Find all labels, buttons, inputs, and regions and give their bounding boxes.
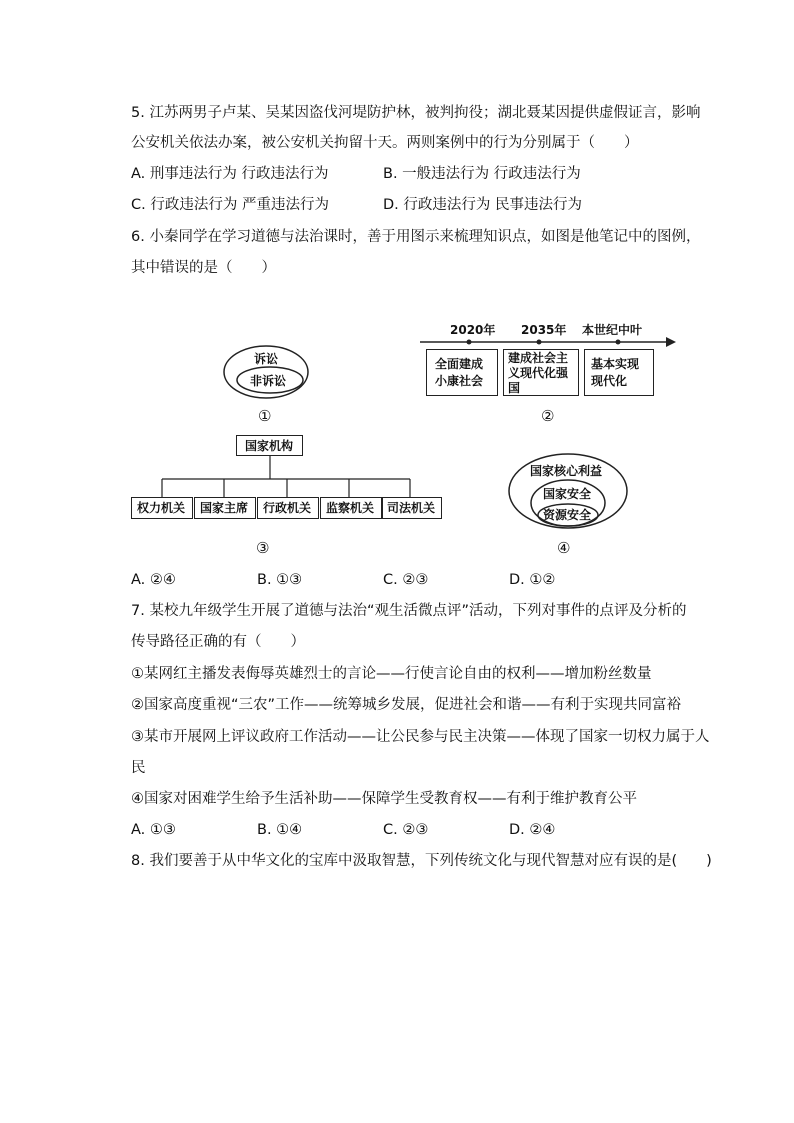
fig3-number: ③ <box>256 539 270 557</box>
q7-option-b[interactable]: B. ①④ <box>257 822 303 838</box>
q7-item-4: ④国家对困难学生给予生活补助——保障学生受教育权——有利于维护教育公平 <box>131 791 637 807</box>
fig4-inner-label: 资源安全 <box>543 508 592 522</box>
fig3-child-3-label: 行政机关 <box>263 501 312 515</box>
fig2-timeline-arrowhead <box>666 337 676 347</box>
fig2-box-3-line1: 基本实现 <box>591 357 640 371</box>
fig2-timeline-dot-3 <box>616 340 621 345</box>
fig3-child-3 <box>257 497 319 519</box>
q7-item-3-cont: 民 <box>131 760 146 776</box>
fig3-child-2 <box>194 497 256 519</box>
fig3-child-1 <box>131 497 193 519</box>
q7-option-c[interactable]: C. ②③ <box>383 822 429 838</box>
fig2-timeline-dot-1 <box>467 340 472 345</box>
fig1-outer-label: 诉讼 <box>254 352 279 366</box>
q5-stem-line1: 5. 江苏两男子卢某、吴某因盗伐河堤防护林，被判拘役；湖北聂某因提供虚假证言，影响 <box>131 105 701 121</box>
fig4-middle-label: 国家安全 <box>543 487 592 501</box>
fig2-number: ② <box>541 407 555 425</box>
q6-option-b[interactable]: B. ①③ <box>257 572 303 588</box>
fig3-child-5-label: 司法机关 <box>387 501 436 515</box>
q7-option-a[interactable]: A. ①③ <box>131 822 176 838</box>
q7-option-d[interactable]: D. ②④ <box>509 822 556 838</box>
fig2-year-2035: 2035年 <box>521 323 567 337</box>
fig2-box-2 <box>503 349 579 396</box>
fig3-child-1-label: 权力机关 <box>137 501 186 515</box>
q6-option-a[interactable]: A. ②④ <box>131 572 176 588</box>
fig3-child-4 <box>320 497 382 519</box>
q5-option-c[interactable]: C. 行政违法行为 严重违法行为 <box>131 197 329 213</box>
q7-item-3: ③某市开展网上评议政府工作活动——让公民参与民主决策——体现了国家一切权力属于人 <box>131 729 710 745</box>
q6-stem-line1: 6. 小秦同学在学习道德与法治课时，善于用图示来梳理知识点，如图是他笔记中的图例， <box>131 229 701 245</box>
fig3-child-5 <box>382 497 442 519</box>
fig1-number: ① <box>258 407 272 425</box>
q6-stem-line2: 其中错误的是（ ） <box>131 260 276 276</box>
q6-option-d[interactable]: D. ①② <box>509 572 556 588</box>
q5-option-d[interactable]: D. 行政违法行为 民事违法行为 <box>383 197 582 213</box>
q5-stem-line2: 公安机关依法办案，被公安机关拘留十天。两则案例中的行为分别属于（ ） <box>131 135 639 151</box>
fig4-number: ④ <box>557 539 571 557</box>
q7-stem-line1: 7. 某校九年级学生开展了道德与法治“观生活微点评”活动，下列对事件的点评及分析的 <box>131 603 687 619</box>
fig2-year-2020: 2020年 <box>450 323 496 337</box>
fig2-box-1-line2: 小康社会 <box>435 374 484 388</box>
fig4-outer-label: 国家核心利益 <box>530 464 603 478</box>
fig3-child-2-label: 国家主席 <box>200 501 249 515</box>
fig2-box-2-line1: 建成社会主 <box>508 351 569 365</box>
q8-stem-line1: 8. 我们要善于从中华文化的宝库中汲取智慧，下列传统文化与现代智慧对应有误的是( ) <box>131 853 712 869</box>
q7-item-2: ②国家高度重视“三农”工作——统筹城乡发展，促进社会和谐——有利于实现共同富裕 <box>131 697 682 713</box>
fig2-box-2-line2: 义现代化强 <box>508 366 569 380</box>
q5-option-b[interactable]: B. 一般违法行为 行政违法行为 <box>383 166 581 182</box>
q6-option-c[interactable]: C. ②③ <box>383 572 429 588</box>
fig2-box-2-line3: 国 <box>508 381 521 395</box>
fig2-box-3-line2: 现代化 <box>591 374 628 388</box>
fig2-timeline-dot-2 <box>537 340 542 345</box>
q7-stem-line2: 传导路径正确的有（ ） <box>131 634 305 650</box>
fig3-root-box <box>236 435 303 456</box>
fig2-year-midcentury: 本世纪中叶 <box>582 323 643 337</box>
fig1-inner-label: 非诉讼 <box>250 374 287 388</box>
q7-item-1: ①某网红主播发表侮辱英雄烈士的言论——行使言论自由的权利——增加粉丝数量 <box>131 666 652 682</box>
fig2-box-3 <box>584 349 654 396</box>
fig3-child-4-label: 监察机关 <box>326 501 375 515</box>
fig3-root-label: 国家机构 <box>245 439 294 453</box>
fig2-box-1-line1: 全面建成 <box>435 357 484 371</box>
fig2-box-1 <box>426 349 498 396</box>
q5-option-a[interactable]: A. 刑事违法行为 行政违法行为 <box>131 166 329 182</box>
